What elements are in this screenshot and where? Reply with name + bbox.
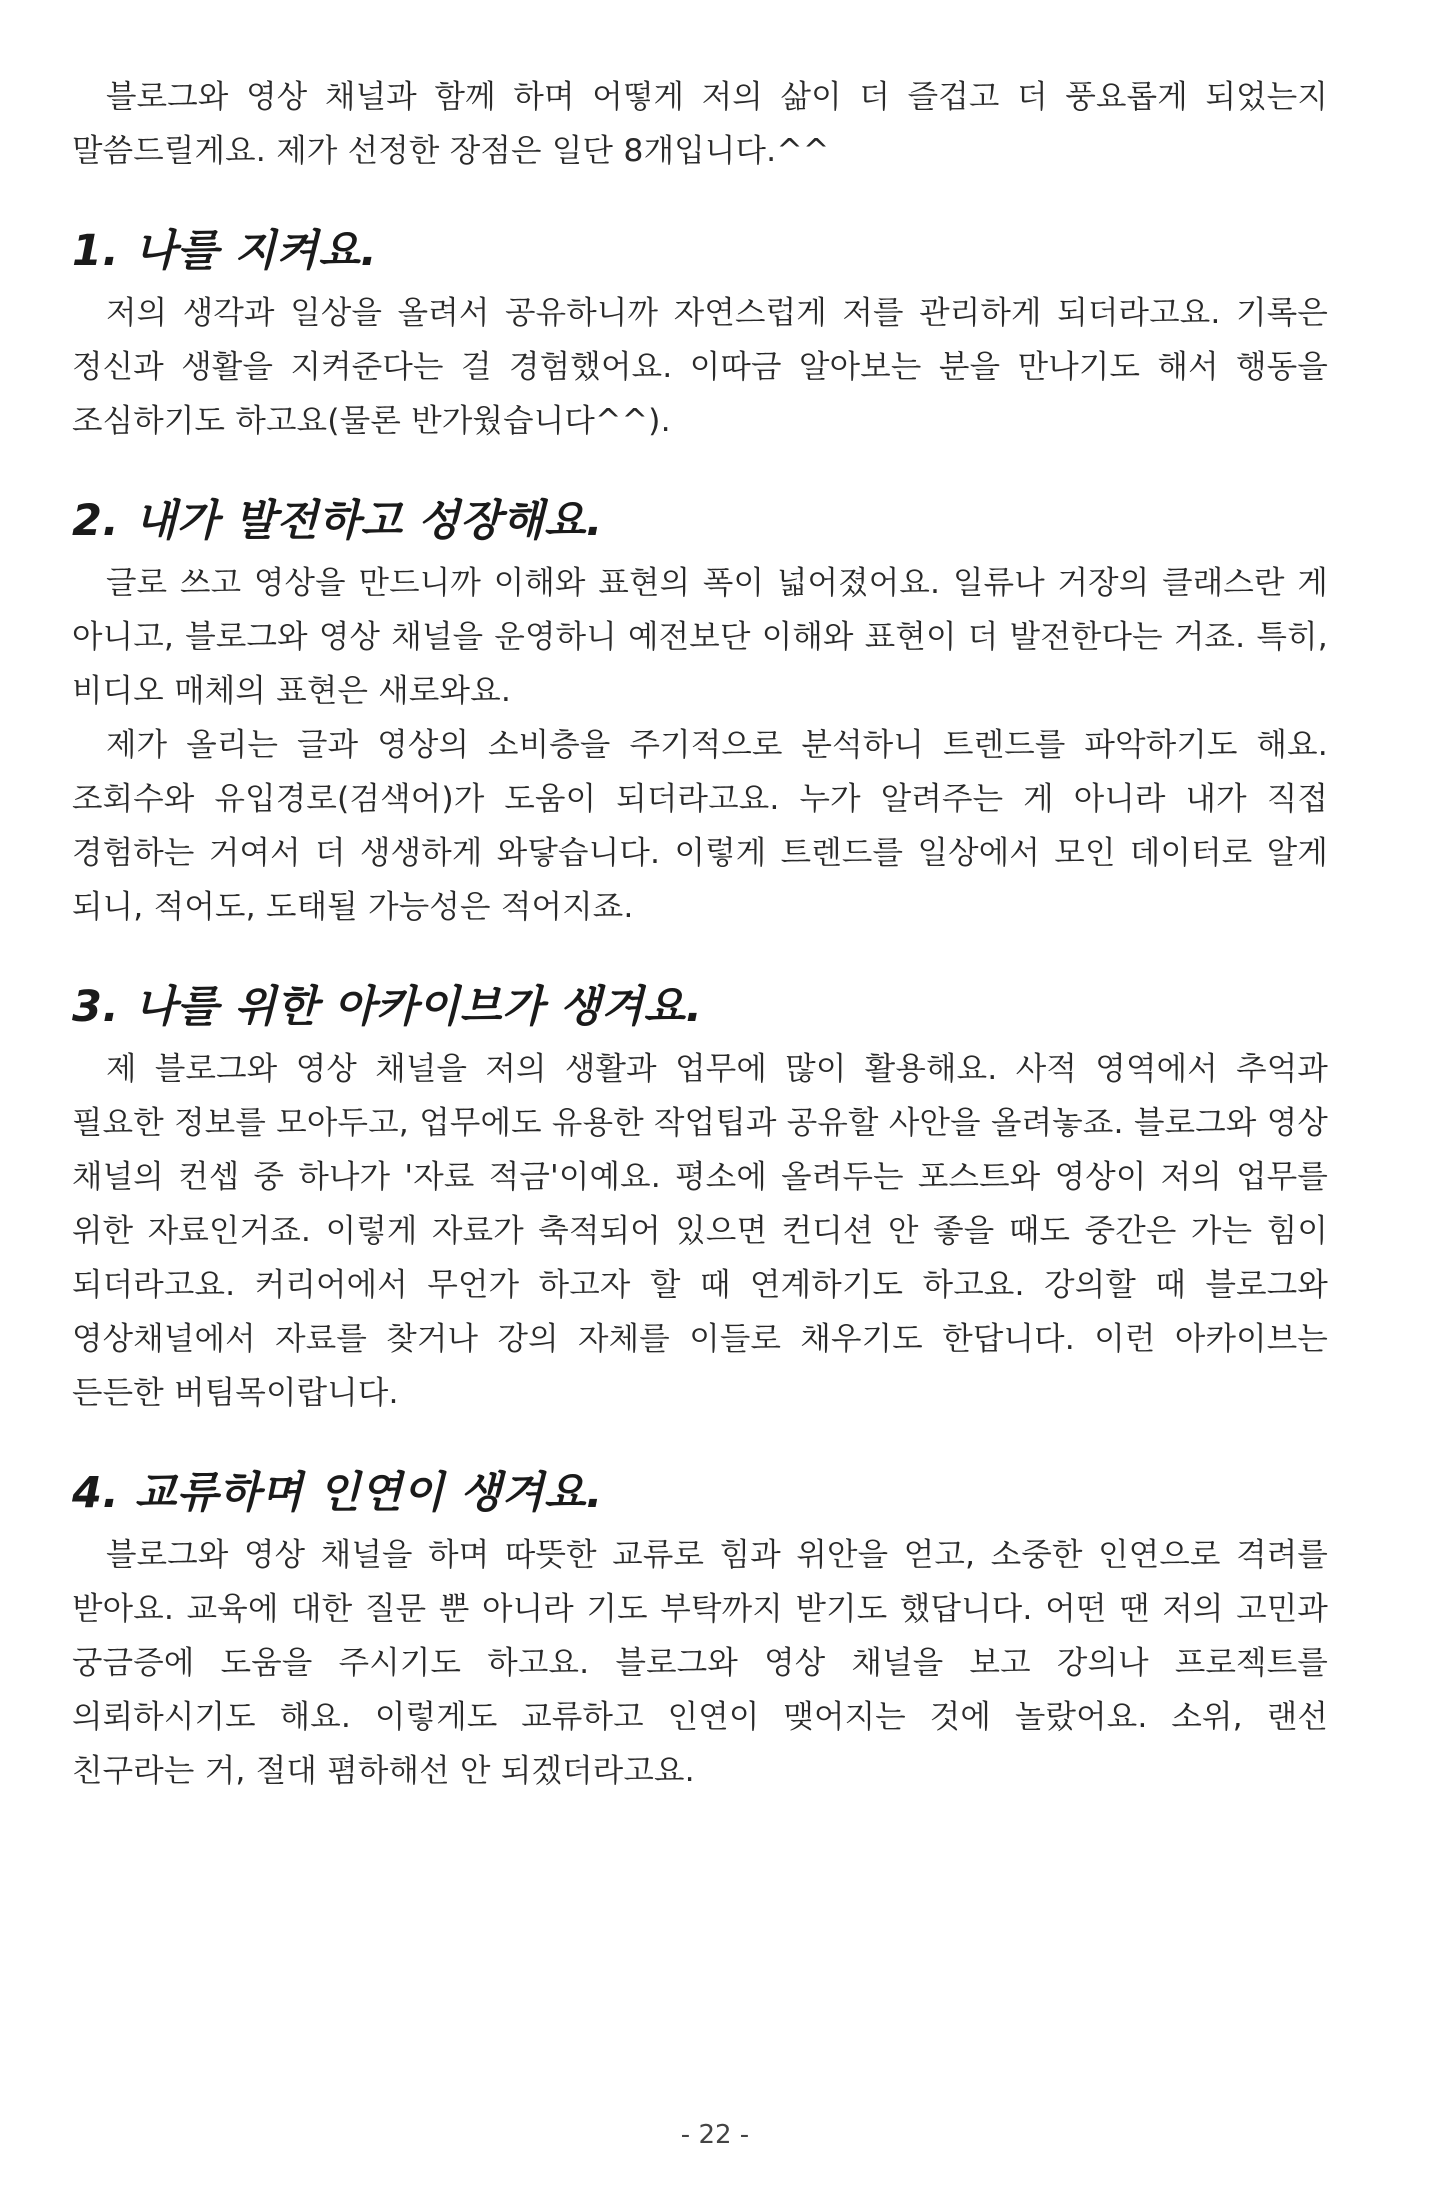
section-1-title: 1. 나를 지켜요. [72,226,378,276]
section-4-paragraph-1: 블로그와 영상 채널을 하며 따뜻한 교류로 힘과 위안을 얻고, 소중한 인연으로 격려를 받아요. 교육에 대한 질문 뿐 아니라 기도 부탁까지 받기도 했답니다. 어떤 땐 저의 고민과 궁금증에 도움을 주시기도 하고요. 블로그와 영상 채널을 보고 강의나 프로젝트를 의뢰하시기도 해요. 이렇게도 교류하고 인연이 맺어지는 것에 놀랐어요. 소위, 랜선 친구라는 거, 절대 폄하해선 안 되겠더라고요. [72,1537,1328,1789]
section-1 [72,220,1328,448]
section-3-title: 3. 나를 위한 아카이브가 생겨요. [72,982,703,1032]
page-number: - 22 - [680,2120,750,2150]
section-3-paragraph-1: 제 블로그와 영상 채널을 저의 생활과 업무에 많이 활용해요. 사적 영역에서 추억과 필요한 정보를 모아두고, 업무에도 유용한 작업팁과 공유할 사안을 올려놓죠. 블로그와 영상 채널의 컨셉 중 하나가 '자료 적금'이예요. 평소에 올려두는 포스트와 영상이 저의 업무를 위한 자료인거죠. 이렇게 자료가 축적되어 있으면 컨디션 안 좋을 때도 중간은 가는 힘이 되더라고요. 커리어에서 무언가 하고자 할 때 연계하기도 하고요. 강의할 때 블로그와 영상채널에서 자료를 찾거나 강의 자체를 이들로 채우기도 한답니다. 이런 아카이브는 든든한 버팀목이랍니다. [72,1051,1328,1411]
section-2-paragraph-2: 제가 올리는 글과 영상의 소비층을 주기적으로 분석하니 트렌드를 파악하기도 해요. 조회수와 유입경로(검색어)가 도움이 되더라고요. 누가 알려주는 게 아니라 내가 직접 경험하는 거여서 더 생생하게 와닿습니다. 이렇게 트렌드를 일상에서 모인 데이터로 알게 되니, 적어도, 도태될 가능성은 적어지죠. [72,727,1328,925]
section-3 [72,976,1328,1420]
section-4 [72,1462,1328,1798]
document-body [72,70,1328,1798]
intro-paragraph: 블로그와 영상 채널과 함께 하며 어떻게 저의 삶이 더 즐겁고 더 풍요롭게 되었는지 말씀드릴게요. 제가 선정한 장점은 일단 8개입니다.^^ [72,79,1328,169]
section-1-paragraph-1: 저의 생각과 일상을 올려서 공유하니까 자연스럽게 저를 관리하게 되더라고요. 기록은 정신과 생활을 지켜준다는 걸 경험했어요. 이따금 알아보는 분을 만나기도 해서 행동을 조심하기도 하고요(물론 반가웠습니다^^). [72,295,1328,439]
section-2 [72,490,1328,934]
section-2-title: 2. 내가 발전하고 성장해요. [72,496,603,546]
section-2-paragraph-1: 글로 쓰고 영상을 만드니까 이해와 표현의 폭이 넓어졌어요. 일류나 거장의 클래스란 게 아니고, 블로그와 영상 채널을 운영하니 예전보단 이해와 표현이 더 발전한다는 거죠. 특히, 비디오 매체의 표현은 새로와요. [72,565,1328,709]
section-4-title: 4. 교류하며 인연이 생겨요. [72,1468,603,1518]
